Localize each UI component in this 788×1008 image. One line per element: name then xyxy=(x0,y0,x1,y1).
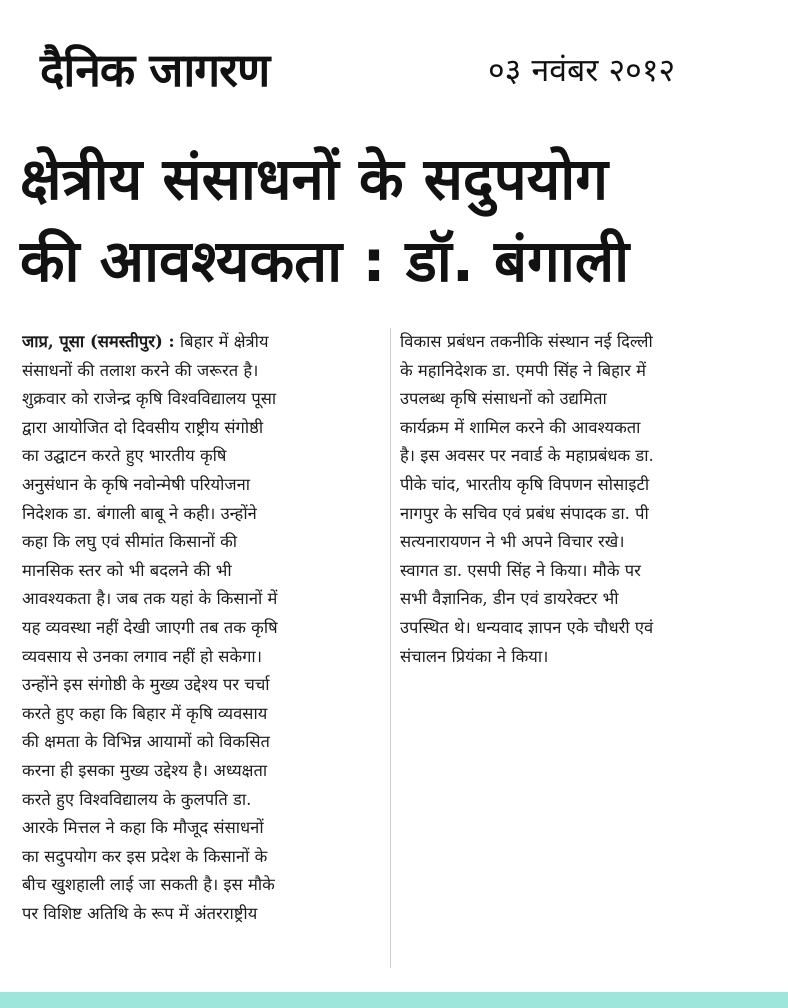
article-line: मानसिक स्तर को भी बदलने की भी xyxy=(22,560,232,580)
article-line: पर विशिष्ट अतिथि के रूप में अंतरराष्ट्रीय xyxy=(22,903,258,923)
article-line: सभी वैज्ञानिक, डीन एवं डायरेक्टर भी xyxy=(400,589,619,609)
article-line: का उद्घाटन करते हुए भारतीय कृषि xyxy=(22,446,227,466)
article-line: आवश्यकता है। जब तक यहां के किसानों में xyxy=(22,589,278,609)
article-line: उपस्थित थे। धन्यवाद ज्ञापन एके चौधरी एवं xyxy=(400,617,654,637)
article-line xyxy=(22,328,382,357)
article-line: उन्होंने इस संगोष्ठी के मुख्य उद्देश्य पर चर्चा xyxy=(22,675,270,695)
newspaper-masthead: दैनिक जागरण xyxy=(40,43,270,97)
article-line: द्वारा आयोजित दो दिवसीय राष्ट्रीय संगोष्ठी xyxy=(22,417,264,437)
article-line: विकास प्रबंधन तकनीकि संस्थान नई दिल्ली xyxy=(400,332,653,351)
article-line: करते हुए कहा कि बिहार में कृषि व्यवसाय xyxy=(22,703,268,723)
article-line-text: बिहार में क्षेत्रीय xyxy=(179,332,269,351)
article-line: स्वागत डा. एसपी सिंह ने किया। मौके पर xyxy=(400,560,641,580)
article-line: कहा कि लघु एवं सीमांत किसानों की xyxy=(22,532,238,552)
article-line: सत्यनारायणन ने भी अपने विचार रखे। xyxy=(400,532,625,552)
article-line: बीच खुशहाली लाई जा सकती है। इस मौके xyxy=(22,875,275,895)
article-column-right xyxy=(400,328,760,671)
article-line: कार्यक्रम में शामिल करने की आवश्यकता xyxy=(400,417,641,437)
article-column-left xyxy=(22,328,382,928)
article-line: यह व्यवस्था नहीं देखी जाएगी तब तक कृषि xyxy=(22,617,278,637)
article-line: है। इस अवसर पर नवार्ड के महाप्रबंधक डा. xyxy=(400,446,654,466)
article-line: शुक्रवार को राजेन्द्र कृषि विश्वविद्यालय पूसा xyxy=(22,389,277,409)
article-line: पीके चांद, भारतीय कृषि विपणन सोसाइटी xyxy=(400,474,650,494)
article-line: संचालन प्रियंका ने किया। xyxy=(400,646,549,666)
article-dateline: जाप्र, पूसा (समस्तीपुर) : xyxy=(22,332,175,351)
article-line: आरके मित्तल ने कहा कि मौजूद संसाधनों xyxy=(22,818,264,838)
article-line: करना ही इसका मुख्य उद्देश्य है। अध्यक्षता xyxy=(22,760,268,780)
article-line: के महानिदेशक डा. एमपी सिंह ने बिहार में xyxy=(400,360,647,380)
publication-date: ०३ नवंबर २०१२ xyxy=(488,51,676,89)
article-headline xyxy=(20,138,770,302)
column-divider xyxy=(390,328,391,968)
headline-line-2: की आवश्यकता : डॉ. बंगाली xyxy=(20,227,630,295)
article-line: की क्षमता के विभिन्न आयामों को विकसित xyxy=(22,732,270,752)
article-line: व्यवसाय से उनका लगाव नहीं हो सकेगा। xyxy=(22,646,262,666)
footer-band xyxy=(0,992,788,1008)
article-line: का सदुपयोग कर इस प्रदेश के किसानों के xyxy=(22,846,268,866)
article-line: उपलब्ध कृषि संसाधनों को उद्यमिता xyxy=(400,389,607,409)
article-line: करते हुए विश्वविद्यालय के कुलपति डा. xyxy=(22,789,252,809)
article-line: अनुसंधान के कृषि नवोन्मेषी परियोजना xyxy=(22,474,251,494)
headline-line-1: क्षेत्रीय संसाधनों के सदुपयोग xyxy=(20,145,608,213)
article-line: नागपुर के सचिव एवं प्रबंध संपादक डा. पी xyxy=(400,503,649,523)
article-line: निदेशक डा. बंगाली बाबू ने कही। उन्होंने xyxy=(22,503,257,523)
article-line: संसाधनों की तलाश करने की जरूरत है। xyxy=(22,360,259,380)
